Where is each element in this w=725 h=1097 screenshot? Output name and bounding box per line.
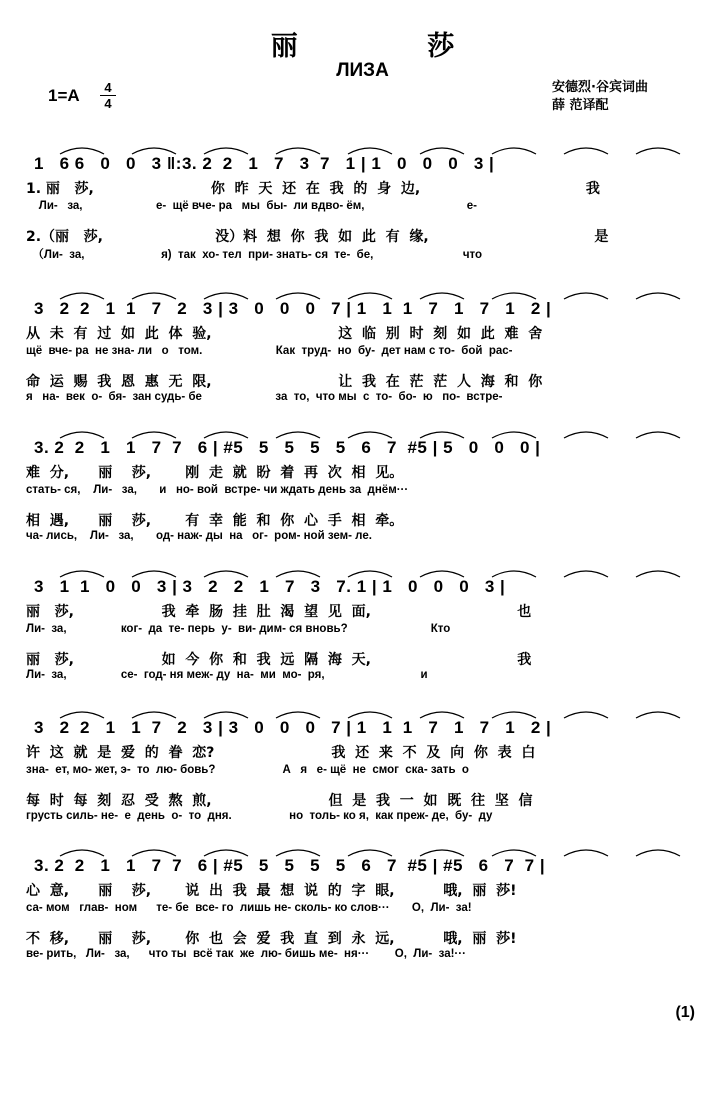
lyric-line-chinese: 命 运 赐 我 恩 惠 无 限, 让 我 在 茫 茫 人 海 和 你 <box>26 374 543 390</box>
lyric-line-russian: грусть силь- не- е день о- то дня. но толь- ко я, как преж- де, бу- ду <box>26 810 493 822</box>
lyric-line-russian: ве- рить, Ли- за, что ты всё так же лю- бишь ме- ня··· О, Ли- за!··· <box>26 948 466 960</box>
notation-line: 3 2 2 1 1 7 2 3 | 3 0 0 0 7 | 1 1 1 7 1 7 1 2 | <box>34 718 552 737</box>
lyric-line-russian: Ли- за, ког- да те- перь у- ви- дим- ся вновь? Кто <box>26 623 451 635</box>
score-system <box>0 285 725 423</box>
song-subtitle: ЛИЗА <box>336 60 389 81</box>
lyric-line-chinese: 丽 莎, 我 牵 肠 挂 肚 渴 望 见 面, 也 <box>26 604 532 620</box>
lyric-line-chinese: 1. 丽 莎, 你 昨 天 还 在 我 的 身 边, 我 <box>26 181 600 197</box>
lyric-line-chinese: 难 分, 丽 莎, 刚 走 就 盼 着 再 次 相 见。 <box>26 465 404 481</box>
lyric-line-russian: Ли- за, е- щё вче- ра мы бы- ли вдво- ём, е- <box>26 200 477 212</box>
notation-line: 3. 2 2 1 1 7 7 6 | #5 5 5 5 5 6 7 #5 | #5 6 7 7 | <box>34 856 546 875</box>
lyric-line-russian: щё вче- ра не зна- ли о том. Как труд- но бу- дет нам с то- бой рас- <box>26 345 513 357</box>
song-title: 丽 莎 <box>270 31 515 62</box>
score-system <box>0 842 725 980</box>
lyric-line-chinese: 2.（丽 莎, 没）料 想 你 我 如 此 有 缘, 是 <box>26 229 609 245</box>
time-signature-top: 4 <box>104 80 112 95</box>
lyric-line-russian: （Ли- за, я) так хо- тел при- знать- ся те- бе, что <box>26 249 483 261</box>
lyric-line-chinese: 丽 莎, 如 今 你 和 我 远 隔 海 天, 我 <box>26 652 532 668</box>
notation-line: 3 1 1 0 0 3 | 3 2 2 1 7 3 7. 1 | 1 0 0 0 3 | <box>34 577 506 596</box>
time-signature <box>100 80 116 111</box>
lyric-line-russian: я на- век о- бя- зан судь- бе за то, что мы с то- бо- ю по- встре- <box>26 391 503 403</box>
lyric-line-russian: стать- ся, Ли- за, и но- вой встре- чи ждать день за днём··· <box>26 484 409 496</box>
page-number: (1) <box>675 1004 695 1021</box>
time-signature-bottom: 4 <box>100 95 116 111</box>
lyric-line-chinese: 从 未 有 过 如 此 体 验, 这 临 别 时 刻 如 此 难 舍 <box>26 326 543 342</box>
score-system <box>0 140 725 278</box>
lyric-line-chinese: 心 意, 丽 莎, 说 出 我 最 想 说 的 字 眼, 哦, 丽 莎! <box>26 883 517 899</box>
lyric-line-russian: зна- ет, мо- жет, э- то лю- бовь? А я е- щё не смог ска- зать о <box>26 764 469 776</box>
notation-line: 3. 2 2 1 1 7 7 6 | #5 5 5 5 5 6 7 #5 | 5 0 0 0 | <box>34 438 541 457</box>
lyric-line-russian: са- мом глав- ном те- бе все- го лишь не- сколь- ко слов··· О, Ли- за! <box>26 902 472 914</box>
key-signature: 1=A <box>48 86 80 105</box>
notation-line: 1 6 6 0 0 3 ‖:3. 2 2 1 7 3 7 1 | 1 0 0 0 3 | <box>34 154 495 173</box>
lyric-line-chinese: 许 这 就 是 爱 的 眷 恋? 我 还 来 不 及 向 你 表 白 <box>26 745 536 761</box>
lyric-line-russian: Ли- за, се- год- ня меж- ду на- ми мо- ря, и <box>26 669 428 681</box>
score-system <box>0 424 725 562</box>
lyric-line-chinese: 不 移, 丽 莎, 你 也 会 爱 我 直 到 永 远, 哦, 丽 莎! <box>26 931 517 947</box>
lyric-line-chinese: 相 遇, 丽 莎, 有 幸 能 和 你 心 手 相 牵。 <box>26 513 404 529</box>
score-system <box>0 704 725 842</box>
notation-line: 3 2 2 1 1 7 2 3 | 3 0 0 0 7 | 1 1 1 7 1 7 1 2 | <box>34 299 552 318</box>
lyric-line-chinese: 每 时 每 刻 忍 受 熬 煎, 但 是 我 一 如 既 往 坚 信 <box>26 793 533 809</box>
credit-translator: 薛 范译配 <box>552 98 609 113</box>
credit-composer: 安德烈·谷宾词曲 <box>552 80 648 95</box>
lyric-line-russian: ча- лись, Ли- за, од- наж- ды на ог- ром- ной зем- ле. <box>26 530 372 542</box>
score-system <box>0 563 725 701</box>
